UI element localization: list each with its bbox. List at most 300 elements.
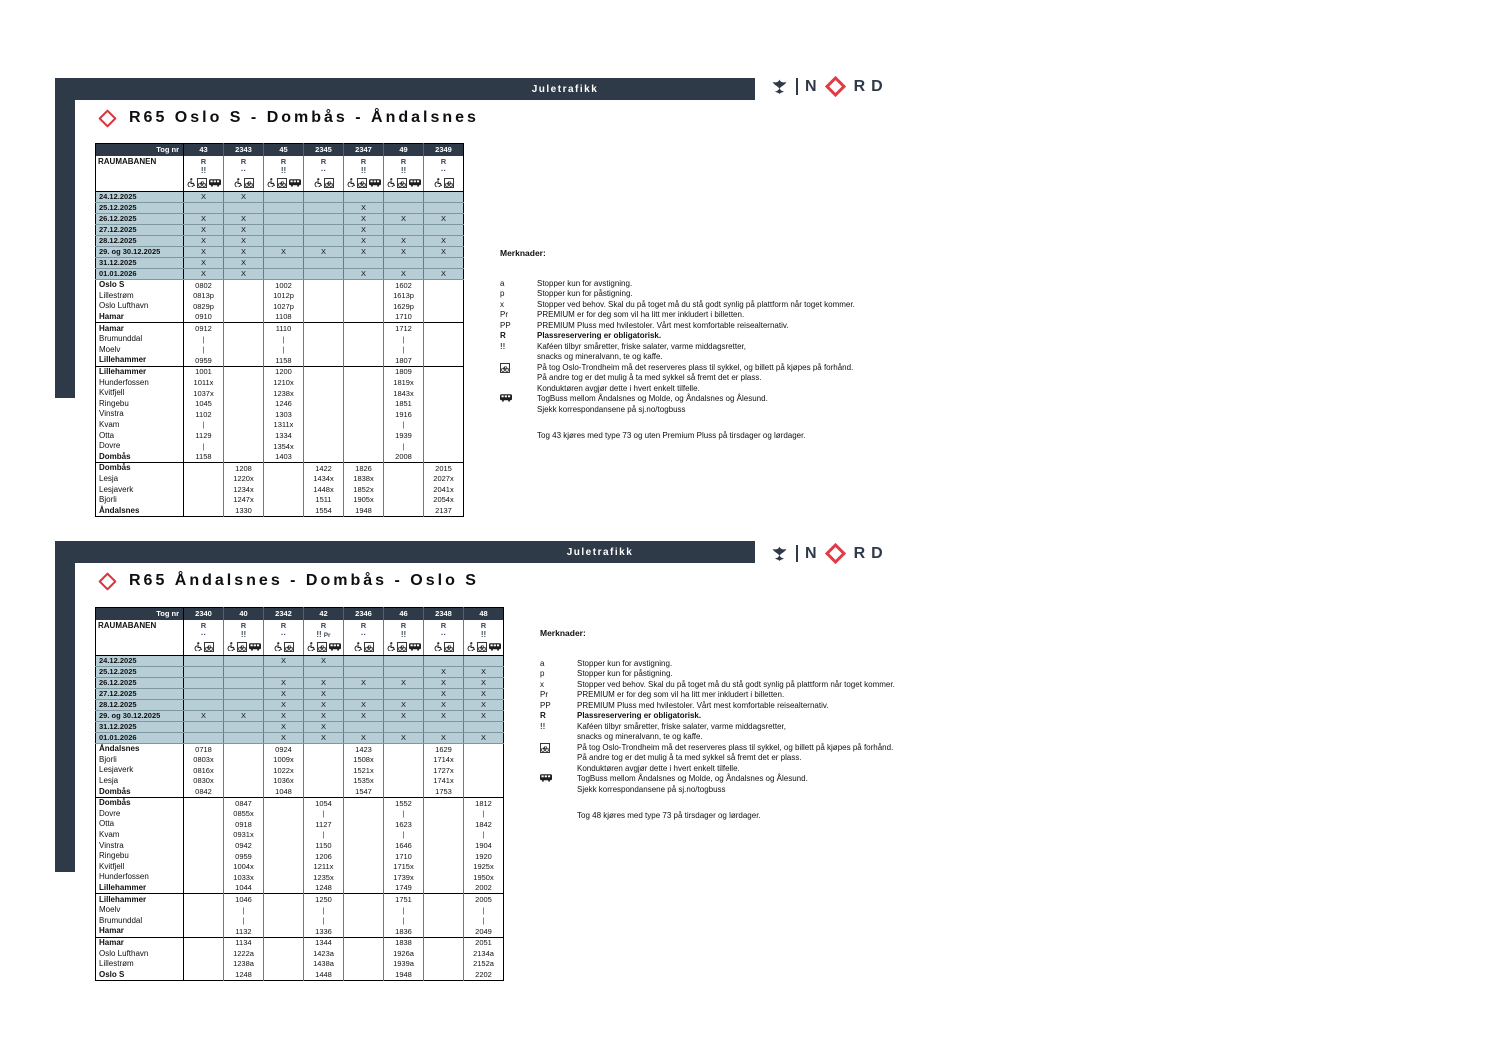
time-cell: 0942 (224, 840, 264, 851)
note-line: Stopper kun for påstigning. (577, 669, 673, 678)
station-name: Lillehammer (96, 355, 184, 366)
note-line: På tog Oslo-Trondheim må det reserveres plass til sykkel, og billett på kjøpes på forhånd. (577, 742, 894, 752)
time-cell (264, 948, 304, 959)
runs-on-date-cell: X (184, 192, 224, 203)
reservation-mark: R (400, 621, 407, 630)
date-label: 29. og 30.12.2025 (96, 711, 184, 722)
note-item (540, 659, 895, 670)
note-symbol: x (500, 299, 504, 309)
runs-on-date-cell: X (424, 733, 464, 744)
station-row (96, 441, 464, 452)
date-label: 25.12.2025 (96, 667, 184, 678)
time-cell (224, 420, 264, 431)
time-cell (224, 312, 264, 323)
time-cell (264, 819, 304, 830)
runs-on-date-cell (344, 258, 384, 269)
time-cell: 1521x (344, 765, 384, 776)
station-row (96, 755, 504, 766)
station-name: Otta (96, 819, 184, 830)
runs-on-date-cell (264, 203, 304, 214)
station-row (96, 809, 504, 820)
runs-on-date-cell: X (344, 678, 384, 689)
time-cell (264, 463, 304, 474)
note-symbol (500, 342, 537, 363)
time-cell: 1127 (304, 819, 344, 830)
train-number: 42 (304, 608, 344, 621)
time-cell (384, 786, 424, 797)
timetable-oslo-andalsnes (95, 143, 464, 517)
station-name: Oslo Lufthavn (96, 301, 184, 312)
time-cell (184, 948, 224, 959)
runs-on-date-cell (264, 214, 304, 225)
runs-on-date-cell: X (424, 667, 464, 678)
station-row (96, 819, 504, 830)
cafe-icon: !! (240, 630, 247, 640)
time-cell (344, 830, 384, 841)
time-cell: 1150 (304, 840, 344, 851)
route-diamond-icon (98, 109, 116, 127)
note-line: Konduktøren avgjør dette i hvert enkelt tilfelle. (577, 763, 740, 773)
time-cell (464, 786, 504, 797)
station-row (96, 430, 464, 441)
train-services-cell (344, 156, 384, 192)
train-services-cell (344, 620, 384, 656)
time-cell (384, 484, 424, 495)
facility-icons (426, 177, 461, 188)
note-symbol: PP (500, 320, 511, 330)
time-cell (384, 474, 424, 485)
reservation-mark: R (480, 621, 487, 630)
time-cell (344, 872, 384, 883)
time-cell: | (184, 420, 224, 431)
note-item (540, 722, 895, 743)
station-row (96, 883, 504, 894)
time-cell (224, 430, 264, 441)
note-symbol (540, 722, 577, 743)
time-cell (424, 894, 464, 905)
time-cell: 1948 (384, 969, 424, 980)
service-row (186, 166, 221, 177)
runs-on-date-cell: X (384, 711, 424, 722)
time-cell: 1715x (384, 862, 424, 873)
time-cell (224, 280, 264, 291)
station-name: Oslo Lufthavn (96, 948, 184, 959)
time-cell: 2049 (464, 926, 504, 937)
facility-icons (466, 641, 501, 652)
facility-icons (386, 177, 421, 188)
station-row (96, 765, 504, 776)
tog-nr-label: Tog nr (96, 144, 184, 157)
time-cell: 1739x (384, 872, 424, 883)
time-cell (184, 797, 224, 808)
time-cell (264, 830, 304, 841)
date-label: 27.12.2025 (96, 225, 184, 236)
time-cell (424, 399, 464, 410)
time-cell (224, 301, 264, 312)
station-name: Lillehammer (96, 894, 184, 905)
runs-on-date-cell: X (344, 247, 384, 258)
runs-on-date-cell (464, 656, 504, 667)
service-row (266, 630, 301, 641)
time-cell: 2134a (464, 948, 504, 959)
time-cell: 1448 (304, 969, 344, 980)
note-symbol: R (540, 711, 546, 720)
note-text (537, 289, 633, 300)
runs-on-date-cell (304, 667, 344, 678)
time-cell (304, 452, 344, 463)
station-row (96, 894, 504, 905)
runs-on-date-cell: X (424, 678, 464, 689)
runs-on-date-cell: X (224, 225, 264, 236)
reservation-mark: R (320, 621, 327, 630)
station-name: Hamar (96, 926, 184, 937)
runs-on-date-cell: X (464, 711, 504, 722)
station-name: Vinstra (96, 840, 184, 851)
station-row (96, 797, 504, 808)
time-cell (184, 474, 224, 485)
note-item (500, 363, 855, 395)
notes-footer: Tog 43 kjøres med type 73 og uten Premium Pluss på tirsdager og lørdager. (537, 431, 806, 440)
time-cell: 1129 (184, 430, 224, 441)
time-cell (304, 441, 344, 452)
time-cell (304, 345, 344, 356)
time-cell (224, 366, 264, 377)
time-cell (384, 505, 424, 516)
note-symbol (500, 363, 537, 395)
note-text (577, 669, 673, 680)
time-cell (264, 872, 304, 883)
reservation-mark: R (360, 157, 367, 166)
runs-on-date-cell: X (344, 700, 384, 711)
station-row (96, 334, 464, 345)
notes-heading: Merknader: (540, 628, 586, 638)
time-cell (424, 862, 464, 873)
note-line: TogBuss mellom Åndalsnes og Molde, og Åndalsnes og Ålesund. (577, 774, 808, 783)
time-cell (304, 776, 344, 787)
station-row (96, 355, 464, 366)
time-cell (184, 484, 224, 495)
station-row (96, 291, 464, 302)
runs-on-date-cell: X (424, 689, 464, 700)
train-services-cell (224, 620, 264, 656)
line-name: RAUMABANEN (96, 156, 184, 192)
time-cell (184, 463, 224, 474)
section1-title: R65 Oslo S - Dombås - Åndalsnes (129, 109, 479, 126)
runs-on-date-cell (224, 722, 264, 733)
section2-band-label: Juletrafikk (566, 547, 634, 558)
time-cell: 1646 (384, 840, 424, 851)
bus-icon (409, 179, 421, 187)
runs-on-date-cell (384, 225, 424, 236)
runs-on-date-cell: X (344, 236, 384, 247)
note-text (577, 659, 672, 670)
note-text (577, 680, 895, 691)
route-diamond-icon (98, 572, 116, 590)
bicycle-icon (284, 642, 294, 652)
note-symbol: p (540, 669, 545, 678)
service-row (226, 166, 261, 177)
time-cell: 1033x (224, 872, 264, 883)
time-cell: | (304, 916, 344, 927)
reservation-mark: R (320, 157, 327, 166)
time-cell (264, 862, 304, 873)
train-services-cell (304, 620, 344, 656)
time-cell: | (184, 441, 224, 452)
dots-icon: ·· (320, 166, 327, 176)
time-cell: 1535x (344, 776, 384, 787)
time-cell (224, 334, 264, 345)
reservation-mark: R (240, 157, 247, 166)
time-cell: 1838 (384, 937, 424, 948)
runs-on-date-cell (264, 225, 304, 236)
note-symbol: x (540, 679, 544, 689)
time-cell (184, 905, 224, 916)
facility-icons (346, 177, 381, 188)
station-name: Hamar (96, 323, 184, 334)
note-text (537, 300, 855, 311)
time-cell: 1710 (384, 851, 424, 862)
time-cell: 2137 (424, 505, 464, 516)
wheelchair-icon (187, 178, 195, 187)
date-row (96, 689, 504, 700)
runs-on-date-cell (264, 667, 304, 678)
time-cell: 1246 (264, 399, 304, 410)
time-cell: 1508x (344, 755, 384, 766)
facility-icons (346, 641, 381, 652)
station-name: Lillestrøm (96, 959, 184, 970)
runs-on-date-cell: X (184, 269, 224, 280)
reservation-mark: R (360, 621, 367, 630)
time-cell (344, 905, 384, 916)
station-name: Dombås (96, 452, 184, 463)
section2-title: R65 Åndalsnes - Dombås - Oslo S (129, 572, 479, 589)
station-name: Brumunddal (96, 334, 184, 345)
time-cell: 1939a (384, 959, 424, 970)
runs-on-date-cell (384, 722, 424, 733)
time-cell: 1423 (344, 744, 384, 755)
runs-on-date-cell (424, 203, 464, 214)
runs-on-date-cell: X (304, 733, 344, 744)
runs-on-date-cell (424, 225, 464, 236)
facility-icons (266, 177, 301, 188)
note-item (540, 690, 895, 701)
runs-on-date-cell (304, 203, 344, 214)
runs-on-date-cell (464, 722, 504, 733)
station-name: Vinstra (96, 409, 184, 420)
note-symbol (540, 743, 577, 775)
note-line: snacks og mineralvann, te og kaffe. (537, 352, 663, 361)
time-cell (304, 301, 344, 312)
time-cell (224, 744, 264, 755)
logo-divider (796, 78, 798, 95)
time-cell (424, 872, 464, 883)
facility-icons (186, 641, 221, 652)
note-symbol: R (500, 331, 506, 340)
time-cell (424, 441, 464, 452)
time-cell: 2051 (464, 937, 504, 948)
train-services-cell (264, 620, 304, 656)
time-cell: 0959 (184, 355, 224, 366)
time-cell (424, 948, 464, 959)
time-cell (344, 809, 384, 820)
runs-on-date-cell: X (344, 214, 384, 225)
runs-on-date-cell: X (424, 700, 464, 711)
time-cell: 1904 (464, 840, 504, 851)
section1-band-label: Juletrafikk (531, 84, 599, 95)
bicycle-icon (244, 178, 254, 188)
time-cell (344, 851, 384, 862)
cafe-icon: !! (200, 166, 207, 176)
sj-nord-logo (770, 544, 889, 563)
facility-icons (386, 641, 421, 652)
time-cell: 1920 (464, 851, 504, 862)
time-cell (344, 969, 384, 980)
time-cell (344, 312, 384, 323)
date-row (96, 733, 504, 744)
station-row (96, 969, 504, 980)
runs-on-date-cell (304, 192, 344, 203)
time-cell: 1235x (304, 872, 344, 883)
wheelchair-icon (267, 178, 275, 187)
time-cell (424, 388, 464, 399)
time-cell (304, 399, 344, 410)
train-services-cell (264, 156, 304, 192)
note-line: PREMIUM Pluss med hvilestoler. Vårt mest komfortable reisealternativ. (577, 700, 829, 710)
station-name: Dovre (96, 809, 184, 820)
bicycle-icon (477, 642, 487, 652)
wheelchair-icon (227, 642, 235, 651)
runs-on-date-cell (304, 236, 344, 247)
time-cell (424, 926, 464, 937)
time-cell: 2027x (424, 474, 464, 485)
time-cell (424, 291, 464, 302)
time-cell: | (384, 916, 424, 927)
service-row (186, 630, 221, 641)
time-cell (344, 280, 384, 291)
time-cell: 0924 (264, 744, 304, 755)
time-cell (424, 916, 464, 927)
runs-on-date-cell (384, 656, 424, 667)
time-cell (264, 905, 304, 916)
time-cell (384, 776, 424, 787)
time-cell: 1403 (264, 452, 304, 463)
bus-icon (329, 643, 341, 651)
train-number-row (96, 608, 504, 621)
time-cell (304, 765, 344, 776)
time-cell: 1851 (384, 399, 424, 410)
runs-on-date-cell (344, 689, 384, 700)
date-label: 27.12.2025 (96, 689, 184, 700)
time-cell (384, 463, 424, 474)
date-label: 31.12.2025 (96, 722, 184, 733)
time-cell (304, 334, 344, 345)
time-cell (184, 840, 224, 851)
station-name: Kvam (96, 830, 184, 841)
train-services-cell (184, 620, 224, 656)
time-cell (184, 830, 224, 841)
time-cell: 1200 (264, 366, 304, 377)
time-cell: | (264, 345, 304, 356)
time-cell: 1027p (264, 301, 304, 312)
service-row (426, 166, 461, 177)
time-cell (344, 797, 384, 808)
time-cell (344, 388, 384, 399)
time-cell: 1925x (464, 862, 504, 873)
time-cell: 1002 (264, 280, 304, 291)
time-cell (264, 883, 304, 894)
runs-on-date-cell (224, 678, 264, 689)
runs-on-date-cell: X (424, 269, 464, 280)
wheelchair-icon (434, 178, 442, 187)
cafe-icon: !! (480, 630, 487, 640)
cafe-icon: !! (540, 721, 546, 731)
runs-on-date-cell (424, 258, 464, 269)
logo-divider (796, 545, 798, 562)
station-row (96, 452, 464, 463)
train-number: 2349 (424, 144, 464, 157)
date-row (96, 258, 464, 269)
bus-icon (540, 774, 552, 782)
time-cell: 1037x (184, 388, 224, 399)
runs-on-date-cell: X (384, 700, 424, 711)
runs-on-date-cell (184, 203, 224, 214)
station-name: Kvitfjell (96, 862, 184, 873)
time-cell (344, 937, 384, 948)
runs-on-date-cell: X (304, 711, 344, 722)
date-label: 31.12.2025 (96, 258, 184, 269)
time-cell: 1330 (224, 505, 264, 516)
time-cell: 1354x (264, 441, 304, 452)
time-cell (304, 323, 344, 334)
time-cell: 1741x (424, 776, 464, 787)
station-name: Ringebu (96, 851, 184, 862)
station-name: Moelv (96, 345, 184, 356)
runs-on-date-cell (264, 258, 304, 269)
runs-on-date-cell (424, 656, 464, 667)
time-cell: 1238x (264, 388, 304, 399)
runs-on-date-cell: X (184, 225, 224, 236)
time-cell (424, 830, 464, 841)
runs-on-date-cell: X (264, 689, 304, 700)
reservation-mark: R (280, 157, 287, 166)
logo-letter-n: N (805, 544, 823, 562)
date-label: 01.01.2026 (96, 733, 184, 744)
time-cell (184, 894, 224, 905)
time-cell: 1434x (304, 474, 344, 485)
runs-on-date-cell (384, 258, 424, 269)
time-cell: 1843x (384, 388, 424, 399)
runs-on-date-cell: X (264, 711, 304, 722)
time-cell: 1022x (264, 765, 304, 776)
section1-content-panel (75, 100, 1445, 530)
logo-diamond-icon (824, 76, 845, 97)
time-cell (224, 345, 264, 356)
time-cell: 0847 (224, 797, 264, 808)
runs-on-date-cell: X (224, 236, 264, 247)
time-cell: | (184, 334, 224, 345)
time-cell: 1036x (264, 776, 304, 787)
time-cell: 1102 (184, 409, 224, 420)
station-name: Lesjaverk (96, 765, 184, 776)
station-name: Kvam (96, 420, 184, 431)
time-cell: 0918 (224, 819, 264, 830)
runs-on-date-cell: X (424, 247, 464, 258)
time-cell (344, 441, 384, 452)
time-cell: 1613p (384, 291, 424, 302)
note-item (500, 300, 855, 311)
time-cell: 0813p (184, 291, 224, 302)
time-cell (264, 809, 304, 820)
